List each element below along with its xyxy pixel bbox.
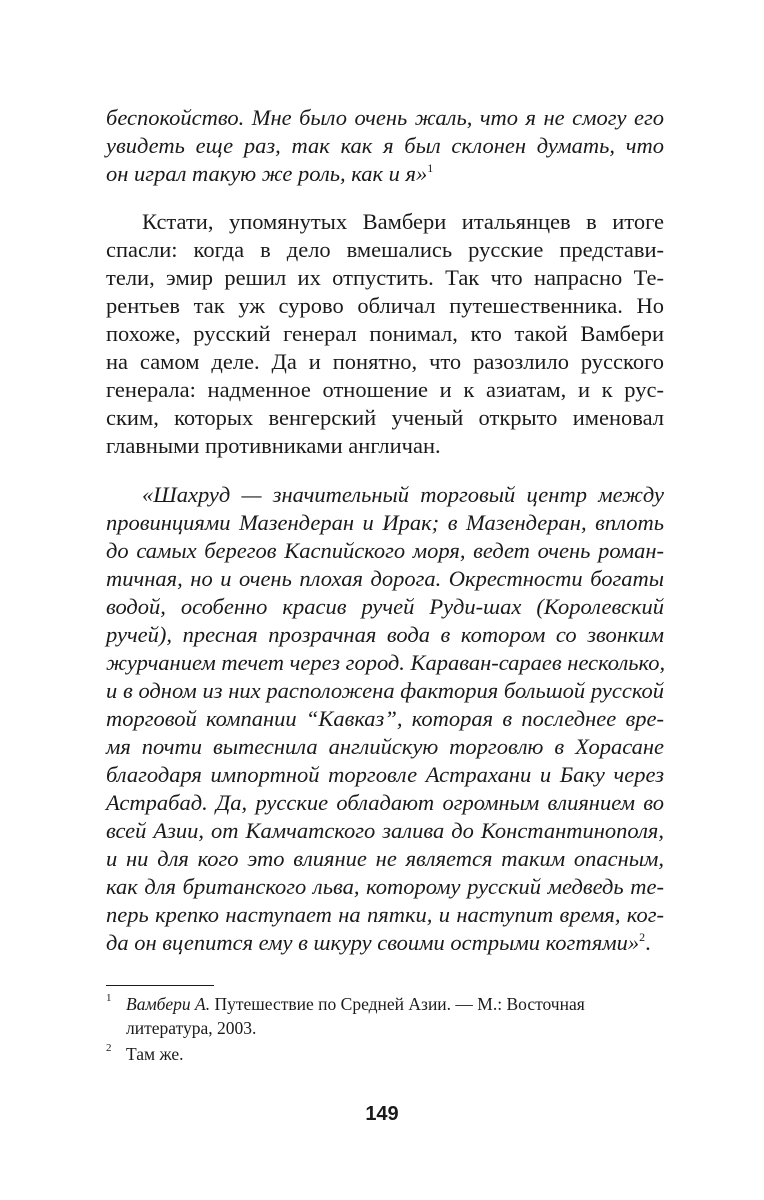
quote-line [106, 929, 664, 957]
quote-line: провинциями Мазендеран и Ирак; в Мазендеран, вплоть [106, 510, 664, 535]
quote-text: он играл такую же роль, как и я» [106, 161, 428, 186]
quote-line: всей Азии, от Камчатского залива до Константинополя, [106, 818, 664, 843]
footnote-text: Там же. [126, 1044, 184, 1064]
quote-line: благодаря импортной торговле Астрахани и Баку через [106, 762, 664, 787]
quote-line: перь крепко наступает на пятки, и наступит время, ког- [106, 902, 664, 927]
body-line: главными противниками англичан. [106, 433, 441, 458]
quote-line: «Шахруд — значительный торговый центр между [142, 482, 664, 507]
quote-line: увидеть еще раз, так как я был склонен думать, что [106, 133, 664, 158]
footnote-divider [106, 985, 214, 986]
quote-line: торговой компании “Кавказ”, которая в последнее вре- [106, 706, 664, 731]
quote-line: до самых берегов Каспийского моря, ведет очень роман- [106, 538, 664, 563]
footnote-2 [106, 1042, 664, 1066]
quote-line: как для британского льва, которому русский медведь те- [106, 874, 664, 899]
footnote-text [126, 992, 585, 1016]
body-line: Кстати, упомянутых Вамбери итальянцев в итоге [142, 209, 664, 234]
footnote-number: 1 [106, 992, 112, 1004]
footnote-author: Вамбери А. [126, 994, 211, 1014]
quote-line: мя почти вытеснила английскую торговлю в Хорасане [106, 734, 664, 759]
quote-text: да он вцепится ему в шкуру своими острыми когтями» [106, 930, 640, 955]
body-line: рентьев так уж сурово обличал путешественника. Но [106, 293, 664, 318]
quote-line: журчанием течет через город. Караван-сараев несколько, [106, 650, 666, 675]
body-line: тели, эмир решил их отпустить. Так что напрасно Те- [106, 265, 664, 290]
footnote-text: литература, 2003. [126, 1018, 257, 1038]
quote-line: ручей), пресная прозрачная вода в котором со звонким [106, 622, 664, 647]
body-line: спасли: когда в дело вмешались русские представи- [106, 237, 664, 262]
quote-line: и ни для кого это влияние не является таким опасным, [106, 846, 664, 871]
footnote-1 [106, 992, 664, 1016]
footnote-number: 2 [106, 1042, 112, 1054]
footnote-ref: 2 [639, 930, 646, 944]
quote-line: и в одном из них расположена фактория большой русской [106, 678, 664, 703]
body-line: похоже, русский генерал понимал, кто такой Вамбери [106, 321, 664, 346]
footnote-title: Путешествие по Средней Азии. — М.: Восточная [210, 994, 585, 1014]
footnote-ref: 1 [427, 161, 434, 175]
quote-line: водой, особенно красив ручей Руди-шах (Королевский [106, 594, 664, 619]
quote-line: беспокойство. Мне было очень жаль, что я не смогу его [106, 105, 664, 130]
page-number: 149 [365, 1103, 399, 1125]
quote-line [106, 160, 664, 188]
quote-line: Астрабад. Да, русские обладают огромным влиянием во [106, 790, 664, 815]
body-line: генерала: надменное отношение и к азиатам, и к рус- [106, 377, 664, 402]
quote-end: . [645, 930, 651, 955]
footnote-1-cont [106, 1016, 664, 1040]
quote-line: тичная, но и очень плохая дорога. Окрестности богаты [106, 566, 664, 591]
body-line: на самом деле. Да и понятно, что разозлило русского [106, 349, 664, 374]
body-line: ским, которых венгерский ученый открыто именовал [106, 405, 664, 430]
